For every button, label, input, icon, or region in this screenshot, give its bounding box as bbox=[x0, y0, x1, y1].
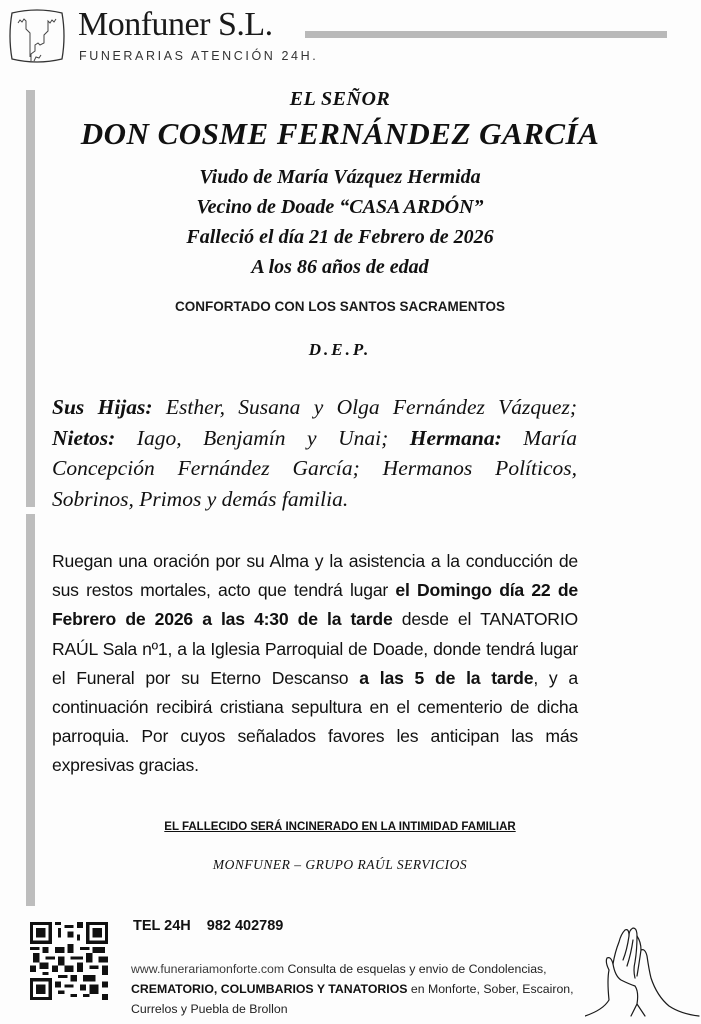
ceremony-datetime: el Domingo día 22 de Febrero de 2026 a las 4:30 de la tarde bbox=[52, 580, 578, 630]
ceremony-paragraph bbox=[52, 547, 578, 781]
neighbor-of: Vecino de Doade “CASA ARDÓN” bbox=[196, 196, 484, 218]
left-border-bar bbox=[26, 514, 35, 906]
family-paragraph bbox=[52, 392, 577, 514]
ceremony-text: , y a continuación recibirá cristiana sepultura en el cementerio de dicha parroquia. Por cuyos señalados favores les anticipan las más expresivas gracias. bbox=[52, 667, 579, 776]
group-name: MONFUNER – GRUPO RAÚL SERVICIOS bbox=[212, 857, 468, 872]
brand-name: Monfuner S.L. bbox=[78, 6, 273, 43]
deceased-name: DON COSME FERNÁNDEZ GARCÍA bbox=[80, 116, 600, 151]
phone-label: TEL 24H bbox=[133, 918, 191, 934]
grandchildren: Iago, Benjamín y Unai; bbox=[115, 425, 410, 450]
age: A los 86 años de edad bbox=[251, 256, 429, 278]
header-divider-bar bbox=[305, 31, 667, 38]
death-date: Falleció el día 21 de Febrero de 2026 bbox=[186, 226, 494, 248]
phone-line bbox=[133, 918, 283, 934]
sister-label: Hermana: bbox=[409, 425, 502, 450]
sacraments-line: CONFORTADO CON LOS SANTOS SACRAMENTOS bbox=[174, 299, 505, 314]
footer-text: Consulta de esquelas y envio de Condolencias, bbox=[284, 962, 547, 976]
funeral-time: a las 5 de la tarde bbox=[359, 667, 534, 688]
sister-and-relatives: María Concepción Fernández García; Hermanos Políticos, Sobrinos, Primos y demás familia. bbox=[52, 425, 577, 511]
cremation-note: EL FALLECIDO SERÁ INCINERADO EN LA INTIMIDAD FAMILIAR bbox=[164, 821, 516, 833]
left-border-bar bbox=[26, 90, 35, 507]
daughters: Esther, Susana y Olga Fernández Vázquez; bbox=[152, 395, 577, 419]
ceremony-text: Ruegan una oración por su Alma y la asistencia a la conducción de sus restos mortales, acto que tendrá lugar bbox=[52, 551, 578, 601]
footer-info bbox=[131, 959, 581, 1019]
website-link[interactable]: www.funerariamonforte.com bbox=[131, 962, 285, 976]
ceremony-text: desde el TANATORIO RAÚL Sala nº1, a la Iglesia Parroquial de Doade, donde tendrá lugar el Funeral por su Eterno Descanso bbox=[52, 609, 578, 688]
grandchildren-label: Nietos: bbox=[52, 425, 116, 450]
rip-line: D.E.P. bbox=[308, 340, 372, 359]
brand-tagline: FUNERARIAS ATENCIÓN 24H. bbox=[79, 49, 319, 63]
phone-number[interactable]: 982 402789 bbox=[206, 918, 284, 934]
services-list: CREMATORIO, COLUMBARIOS Y TANATORIOS bbox=[131, 982, 408, 996]
footer-locations: en Monforte, Sober, Escairon, Currelos y Puebla de Brollon bbox=[131, 982, 574, 1016]
qr-code-icon[interactable] bbox=[30, 920, 108, 1002]
widow-of: Viudo de María Vázquez Hermida bbox=[199, 166, 481, 188]
castle-tower-emblem-icon bbox=[6, 5, 68, 67]
praying-hands-icon bbox=[585, 920, 701, 1020]
daughters-label: Sus Hijas: bbox=[52, 395, 153, 419]
title-prefix: EL SEÑOR bbox=[289, 88, 391, 110]
